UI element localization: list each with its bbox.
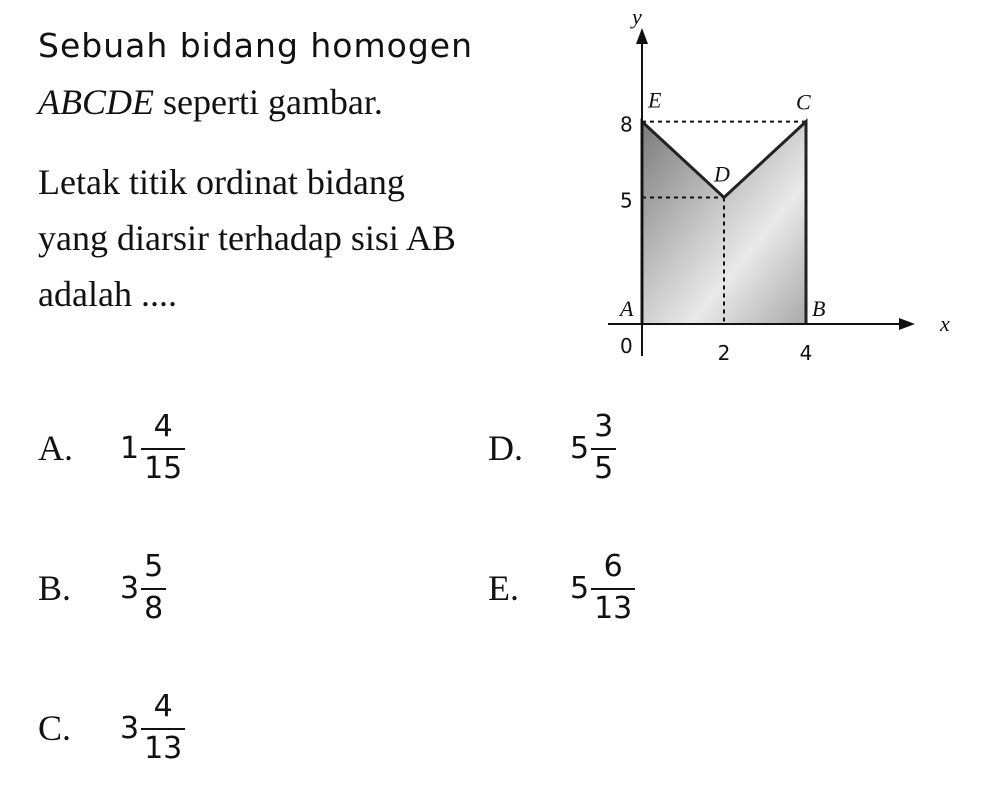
option-letter: B. (38, 568, 72, 608)
vertex-label-a: A (620, 296, 634, 321)
option-fraction (141, 690, 185, 766)
vertex-label-d: D (714, 161, 730, 187)
option-whole: 3 (120, 570, 140, 606)
fraction-bar (141, 588, 166, 590)
x-tick-label-4: 4 (799, 341, 813, 365)
shape-name: ABCDE (38, 82, 154, 122)
question-line-5: adalah .... (38, 274, 177, 314)
fraction-denominator: 8 (144, 591, 164, 626)
x-tick-label-0: 0 (620, 334, 633, 358)
option-letter: E. (488, 568, 519, 608)
option-letter: D. (488, 428, 523, 468)
fraction-bar (591, 448, 616, 450)
y-axis-label: y (632, 4, 642, 29)
option-fraction (591, 410, 616, 486)
option-d[interactable] (488, 410, 616, 486)
x-tick-label-2: 2 (717, 341, 731, 365)
fraction-bar (141, 448, 185, 450)
option-fraction (591, 550, 635, 626)
question-line-4: yang diarsir terhadap sisi AB (38, 218, 456, 258)
option-whole: 5 (570, 570, 590, 606)
option-whole: 5 (570, 430, 590, 466)
vertex-label-c: C (796, 89, 811, 115)
vertex-label-b: B (812, 296, 826, 321)
option-a[interactable] (38, 410, 185, 486)
question-line-3: Letak titik ordinat bidang (38, 162, 405, 202)
option-letter: A. (38, 428, 73, 468)
coordinate-figure (560, 0, 980, 395)
fraction-numerator: 6 (603, 549, 623, 584)
fraction-numerator: 3 (594, 409, 614, 444)
question-line-2 (38, 76, 383, 128)
fraction-numerator: 5 (144, 549, 164, 584)
option-fraction (141, 550, 166, 626)
option-whole: 1 (120, 430, 140, 466)
vertex-label-e: E (648, 87, 662, 113)
fraction-bar (591, 588, 635, 590)
y-axis-arrow-icon (636, 28, 648, 44)
fraction-numerator: 4 (153, 409, 173, 444)
option-e[interactable] (488, 550, 635, 626)
question-line-1: Sebuah bidang homogen (38, 26, 473, 65)
x-axis-arrow-icon (899, 318, 915, 330)
option-letter: C. (38, 708, 72, 748)
option-c[interactable] (38, 690, 185, 766)
option-whole: 3 (120, 710, 140, 746)
fraction-denominator: 13 (594, 591, 633, 626)
question-line-2-rest: seperti gambar. (153, 82, 383, 122)
x-axis-label: x (940, 311, 950, 336)
option-fraction (141, 410, 185, 486)
y-tick-label-5: 5 (620, 188, 633, 213)
fraction-denominator: 5 (594, 451, 614, 486)
fraction-denominator: 13 (144, 731, 183, 766)
fraction-denominator: 15 (144, 451, 183, 486)
option-b[interactable] (38, 550, 166, 626)
y-tick-label-8: 8 (620, 112, 633, 137)
fraction-numerator: 4 (153, 689, 173, 724)
fraction-bar (141, 728, 185, 730)
